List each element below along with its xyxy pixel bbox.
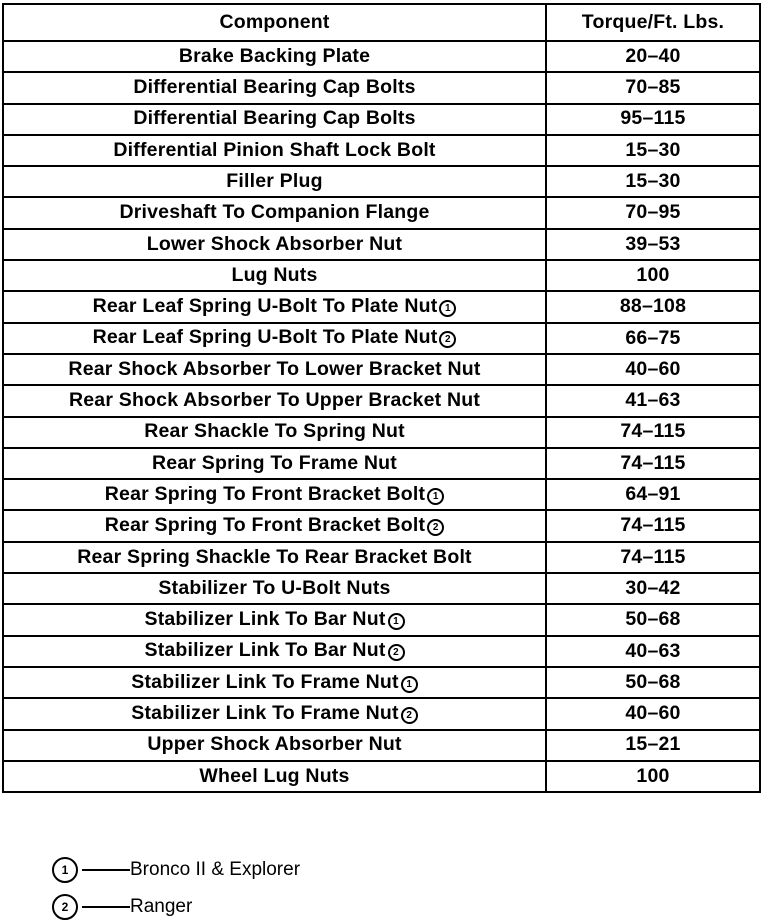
- component-name: Differential Bearing Cap Bolts: [133, 76, 416, 99]
- component-name: Filler Plug: [226, 170, 323, 193]
- torque-cell: 39–53: [546, 229, 760, 260]
- legend-label: Bronco II & Explorer: [130, 859, 301, 880]
- torque-cell: 100: [546, 761, 760, 792]
- legend-item-2: [52, 894, 192, 920]
- table-row: [3, 166, 760, 197]
- circled-number-icon: 2: [52, 894, 78, 920]
- torque-cell: 66–75: [546, 323, 760, 354]
- component-cell: [3, 229, 546, 260]
- table-row: [3, 41, 760, 72]
- component-cell: [3, 573, 546, 604]
- table-row: [3, 510, 760, 541]
- component-name: Stabilizer To U-Bolt Nuts: [158, 576, 391, 599]
- circled-number-icon: 1: [427, 488, 444, 505]
- torque-cell: 70–95: [546, 197, 760, 228]
- column-header-component: Component: [3, 4, 546, 41]
- component-cell: [3, 385, 546, 416]
- component-cell: [3, 636, 546, 667]
- torque-cell: 50–68: [546, 667, 760, 698]
- table-row: [3, 197, 760, 228]
- circled-number-icon: 1: [52, 857, 78, 883]
- component-name: Brake Backing Plate: [178, 44, 371, 67]
- torque-cell: 74–115: [546, 542, 760, 573]
- torque-cell: 74–115: [546, 448, 760, 479]
- component-name: Upper Shock Absorber Nut: [147, 733, 402, 756]
- component-cell: [3, 417, 546, 448]
- torque-cell: 100: [546, 260, 760, 291]
- component-name: Driveshaft To Companion Flange: [119, 201, 430, 224]
- component-cell: [3, 197, 546, 228]
- circled-number-icon: 2: [427, 519, 444, 536]
- table-row: [3, 72, 760, 103]
- table-row: [3, 448, 760, 479]
- table-row: [3, 636, 760, 667]
- component-name: Wheel Lug Nuts: [199, 764, 350, 787]
- component-name: Rear Spring Shackle To Rear Bracket Bolt: [77, 545, 472, 568]
- torque-cell: 20–40: [546, 41, 760, 72]
- torque-cell: 40–60: [546, 354, 760, 385]
- legend-leader-line: [82, 906, 130, 908]
- legend-label: Ranger: [130, 896, 193, 917]
- component-name: Rear Leaf Spring U-Bolt To Plate Nut: [92, 326, 438, 349]
- component-cell: [3, 448, 546, 479]
- torque-cell: 40–63: [546, 636, 760, 667]
- table-row: [3, 573, 760, 604]
- torque-cell: 40–60: [546, 698, 760, 729]
- torque-cell: 70–85: [546, 72, 760, 103]
- table-row: [3, 323, 760, 354]
- component-cell: [3, 354, 546, 385]
- table-row: [3, 542, 760, 573]
- table-row: [3, 135, 760, 166]
- torque-cell: 41–63: [546, 385, 760, 416]
- table-row: [3, 761, 760, 792]
- circled-number-icon: 1: [439, 300, 456, 317]
- table-row: [3, 385, 760, 416]
- table-row: [3, 291, 760, 322]
- table-row: [3, 730, 760, 761]
- circled-number-icon: 1: [388, 613, 405, 630]
- torque-spec-table: [2, 3, 761, 793]
- torque-cell: 95–115: [546, 104, 760, 135]
- component-cell: [3, 667, 546, 698]
- table-header-row: [3, 4, 760, 41]
- component-name: Rear Shock Absorber To Lower Bracket Nut: [68, 357, 481, 380]
- table-row: [3, 104, 760, 135]
- component-name: Rear Spring To Front Bracket Bolt: [104, 482, 426, 505]
- table-row: [3, 417, 760, 448]
- torque-spec-table-wrapper: [2, 3, 759, 793]
- component-name: Stabilizer Link To Bar Nut: [144, 607, 386, 630]
- table-row: [3, 260, 760, 291]
- component-name: Rear Spring To Front Bracket Bolt: [104, 514, 426, 537]
- torque-cell: 74–115: [546, 510, 760, 541]
- component-name: Stabilizer Link To Bar Nut: [144, 639, 386, 662]
- circled-number-icon: 2: [401, 707, 418, 724]
- component-name: Rear Shackle To Spring Nut: [144, 420, 405, 443]
- component-cell: [3, 104, 546, 135]
- torque-cell: 15–30: [546, 135, 760, 166]
- component-name: Lug Nuts: [231, 263, 318, 286]
- component-cell: [3, 166, 546, 197]
- component-cell: [3, 698, 546, 729]
- component-cell: [3, 510, 546, 541]
- component-cell: [3, 604, 546, 635]
- torque-cell: 15–21: [546, 730, 760, 761]
- table-row: [3, 667, 760, 698]
- component-cell: [3, 72, 546, 103]
- torque-cell: 50–68: [546, 604, 760, 635]
- torque-cell: 88–108: [546, 291, 760, 322]
- component-name: Rear Leaf Spring U-Bolt To Plate Nut: [92, 295, 438, 318]
- table-row: [3, 479, 760, 510]
- component-cell: [3, 730, 546, 761]
- torque-cell: 30–42: [546, 573, 760, 604]
- component-cell: [3, 479, 546, 510]
- torque-cell: 74–115: [546, 417, 760, 448]
- table-body: [3, 41, 760, 792]
- table-row: [3, 698, 760, 729]
- component-cell: [3, 761, 546, 792]
- table-row: [3, 604, 760, 635]
- column-header-torque: Torque/Ft. Lbs.: [546, 4, 760, 41]
- component-cell: [3, 135, 546, 166]
- component-cell: [3, 260, 546, 291]
- component-cell: [3, 542, 546, 573]
- component-cell: [3, 323, 546, 354]
- component-cell: [3, 41, 546, 72]
- torque-cell: 15–30: [546, 166, 760, 197]
- circled-number-icon: 2: [439, 331, 456, 348]
- component-name: Differential Pinion Shaft Lock Bolt: [113, 138, 436, 161]
- legend-item-1: [52, 857, 300, 883]
- component-cell: [3, 291, 546, 322]
- component-name: Rear Shock Absorber To Upper Bracket Nut: [68, 389, 481, 412]
- component-name: Rear Spring To Frame Nut: [152, 451, 397, 474]
- component-name: Differential Bearing Cap Bolts: [133, 107, 416, 130]
- torque-cell: 64–91: [546, 479, 760, 510]
- circled-number-icon: 2: [388, 644, 405, 661]
- table-row: [3, 229, 760, 260]
- component-name: Lower Shock Absorber Nut: [146, 232, 403, 255]
- table-row: [3, 354, 760, 385]
- circled-number-icon: 1: [401, 676, 418, 693]
- component-name: Stabilizer Link To Frame Nut: [131, 670, 399, 693]
- legend-leader-line: [82, 869, 130, 871]
- component-name: Stabilizer Link To Frame Nut: [131, 701, 399, 724]
